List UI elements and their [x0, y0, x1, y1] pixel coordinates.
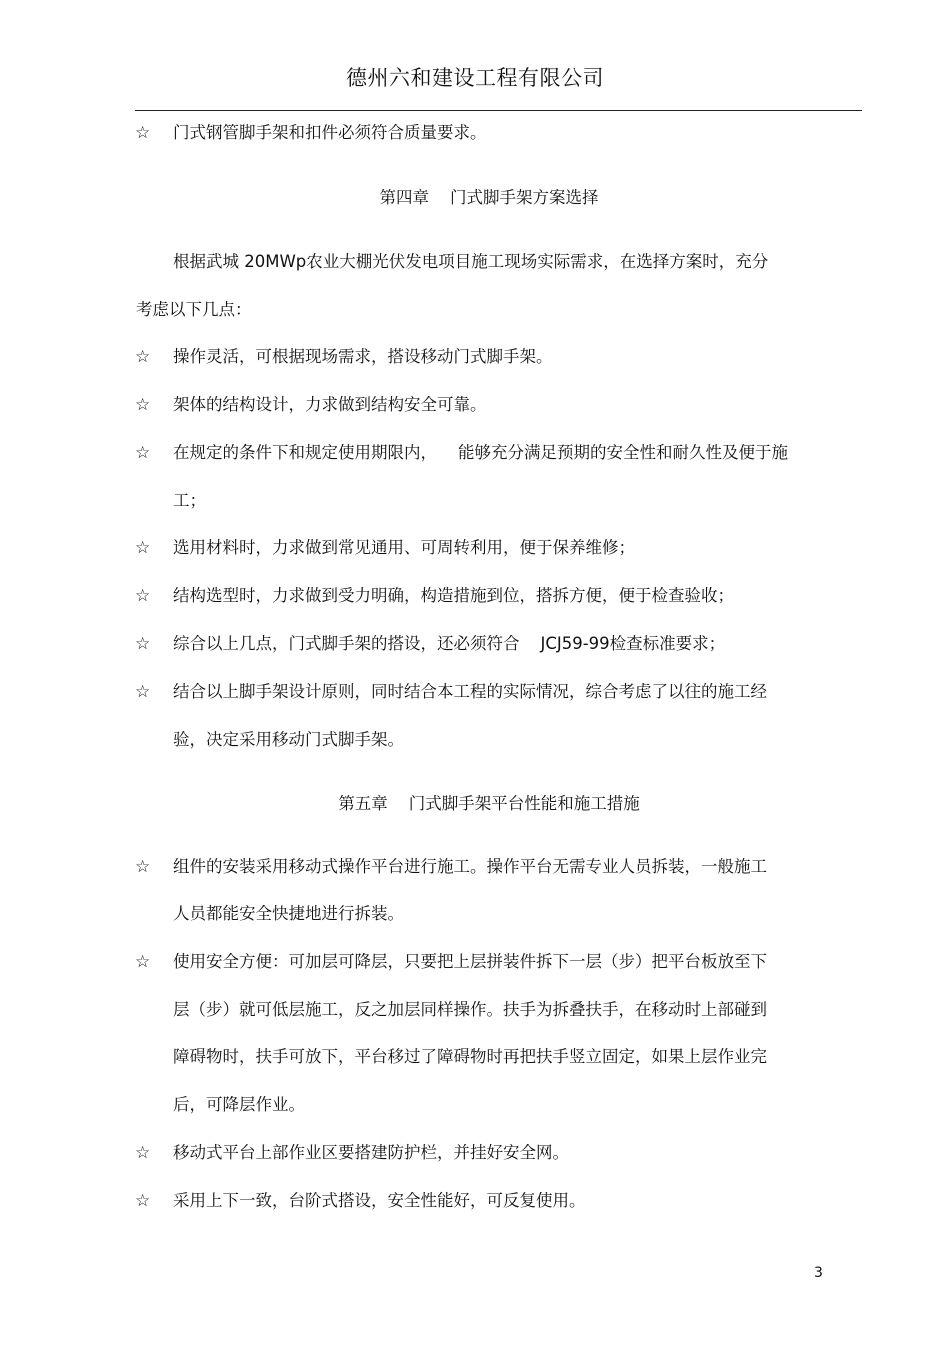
star-bullet-icon: ☆ — [135, 123, 151, 143]
header-rule — [135, 110, 862, 111]
list-item: 移动式平台上部作业区要搭建防护栏，并挂好安全网。 — [173, 1143, 569, 1162]
list-item: 选用材料时，力求做到常见通用、可周转利用，便于保养维修； — [173, 538, 635, 557]
list-item-continuation: 人员都能安全快捷地进行拆装。 — [173, 904, 404, 923]
list-item: 在规定的条件下和规定使用期限内， 能够充分满足预期的安全性和耐久性及便于施 — [173, 443, 788, 462]
list-item-continuation: 验，决定采用移动门式脚手架。 — [173, 730, 404, 749]
list-item: 操作灵活，可根据现场需求，搭设移动门式脚手架。 — [173, 347, 553, 366]
star-bullet-icon: ☆ — [135, 586, 151, 606]
star-bullet-icon: ☆ — [135, 395, 151, 415]
star-bullet-icon: ☆ — [135, 347, 151, 367]
intro-line-1: 根据武城 20MWp农业大棚光伏发电项目施工现场实际需求，在选择方案时，充分 — [173, 252, 769, 271]
star-bullet-icon: ☆ — [135, 952, 151, 972]
list-item-continuation: 工； — [173, 491, 206, 510]
star-bullet-icon: ☆ — [135, 538, 151, 558]
list-item: 使用安全方便：可加层可降层，只要把上层拼装件拆下一层（步）把平台板放至下 — [173, 952, 767, 971]
list-item: 结构选型时，力求做到受力明确，构造措施到位，搭拆方便，便于检查验收； — [173, 586, 734, 605]
list-item: 综合以上几点，门式脚手架的搭设，还必须符合 JCJ59-99检查标准要求； — [173, 634, 726, 653]
star-bullet-icon: ☆ — [135, 857, 151, 877]
list-item: 组件的安装采用移动式操作平台进行施工。操作平台无需专业人员拆装，一般施工 — [173, 857, 767, 876]
page-number: 3 — [814, 1265, 823, 1281]
company-header: 德州六和建设工程有限公司 — [346, 66, 604, 90]
list-item: 采用上下一致，台阶式搭设，安全性能好，可反复使用。 — [173, 1191, 586, 1210]
intro-line-2: 考虑以下几点： — [136, 300, 252, 319]
list-item: 结合以上脚手架设计原则，同时结合本工程的实际情况，综合考虑了以往的施工经 — [173, 682, 767, 701]
list-item-continuation: 后，可降层作业。 — [173, 1095, 305, 1114]
chapter4-title: 第四章 门式脚手架方案选择 — [379, 188, 599, 207]
chapter5-title: 第五章 门式脚手架平台性能和施工措施 — [338, 794, 640, 813]
star-bullet-icon: ☆ — [135, 1143, 151, 1163]
list-item-continuation: 障碍物时，扶手可放下，平台移过了障碍物时再把扶手竖立固定，如果上层作业完 — [173, 1047, 767, 1066]
star-bullet-icon: ☆ — [135, 634, 151, 654]
list-item-continuation: 层（步）就可低层施工，反之加层同样操作。扶手为拆叠扶手，在移动时上部碰到 — [173, 1000, 767, 1019]
star-bullet-icon: ☆ — [135, 443, 151, 463]
star-bullet-icon: ☆ — [135, 682, 151, 702]
list-item: 架体的结构设计，力求做到结构安全可靠。 — [173, 395, 487, 414]
bullet-text: 门式钢管脚手架和扣件必须符合质量要求。 — [173, 123, 487, 142]
star-bullet-icon: ☆ — [135, 1191, 151, 1211]
